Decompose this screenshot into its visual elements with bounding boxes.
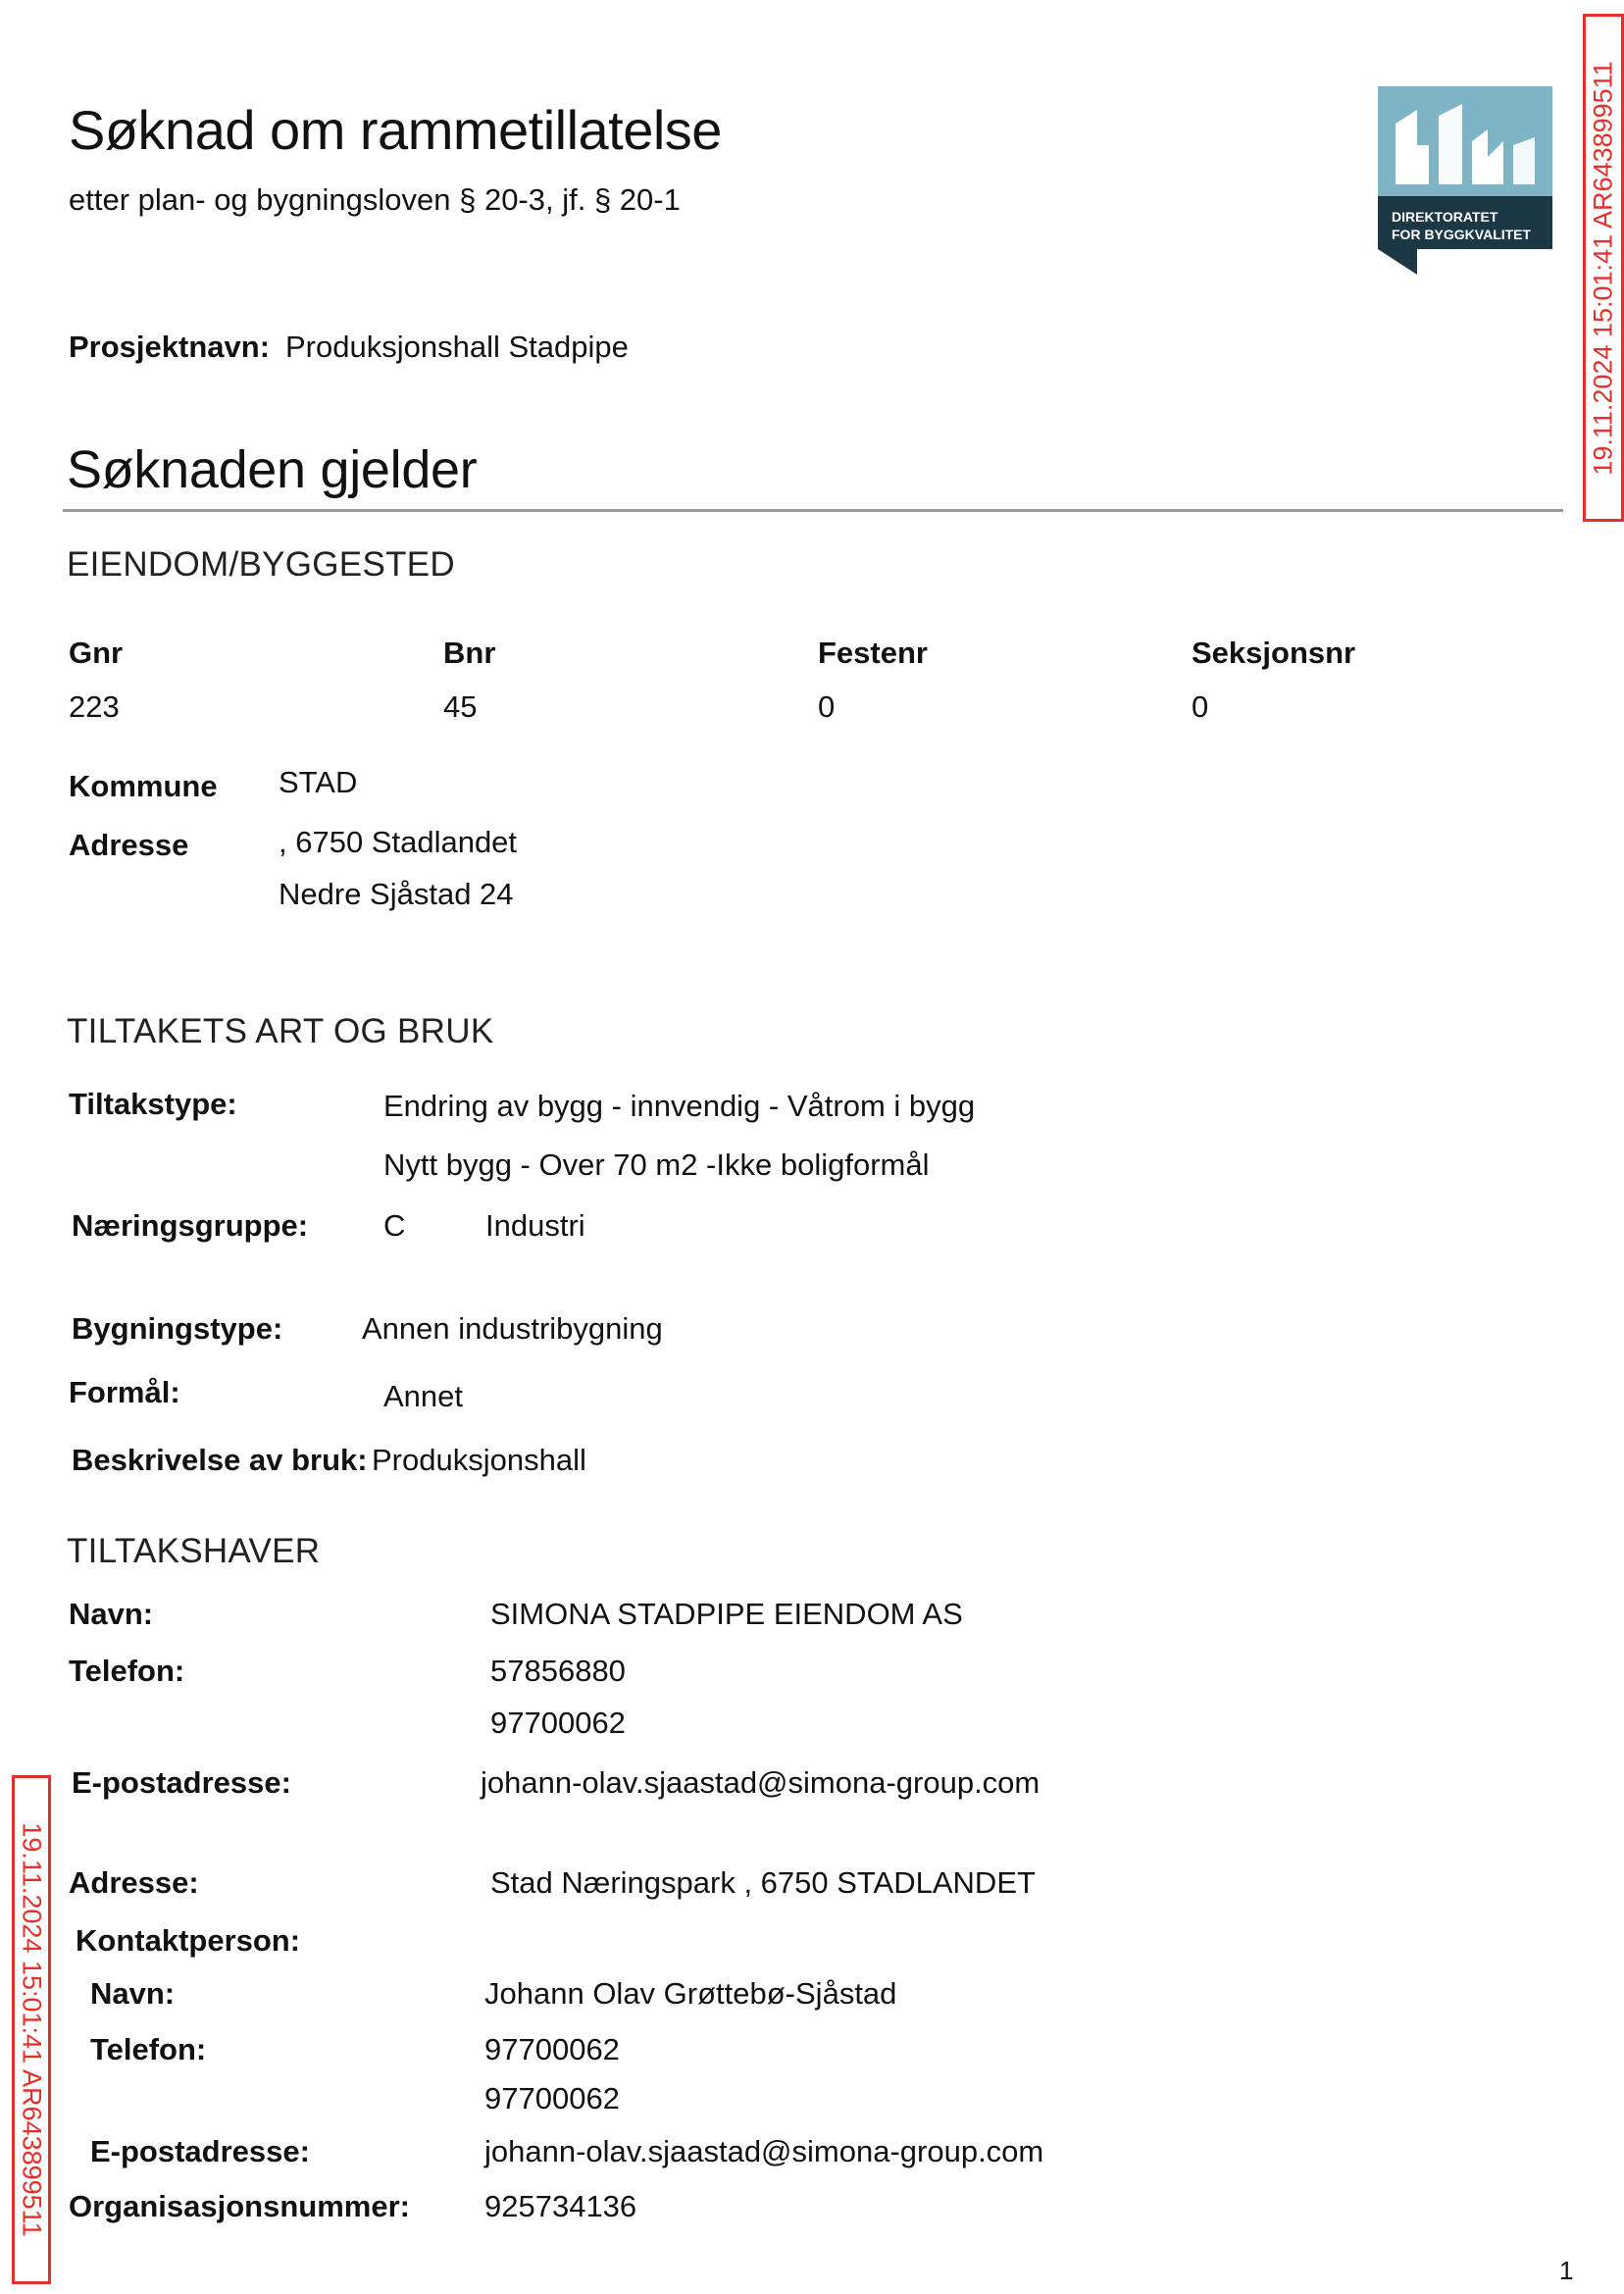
adresse-label: Adresse bbox=[69, 828, 189, 862]
tiltakshaver-navn-value: SIMONA STADPIPE EIENDOM AS bbox=[490, 1597, 963, 1631]
festenr-label: Festenr bbox=[818, 636, 928, 670]
receipt-stamp-top: 19.11.2024 15:01:41 AR643899511 bbox=[1583, 14, 1624, 522]
section-title: Søknaden gjelder bbox=[67, 440, 478, 499]
kontakt-telefon-label: Telefon: bbox=[90, 2032, 207, 2066]
formal-label: Formål: bbox=[69, 1375, 180, 1409]
naeringsgruppe-name: Industri bbox=[485, 1208, 585, 1243]
tiltakstype-value-2: Nytt bygg - Over 70 m2 -Ikke boligformål bbox=[383, 1147, 930, 1182]
kontakt-telefon-2: 97700062 bbox=[484, 2081, 620, 2116]
seksjonsnr-value: 0 bbox=[1192, 689, 1209, 724]
kommune-label: Kommune bbox=[69, 769, 218, 803]
beskrivelse-value: Produksjonshall bbox=[372, 1443, 586, 1477]
tiltakstype-value-1: Endring av bygg - innvendig - Våtrom i bygg bbox=[383, 1089, 976, 1123]
tiltakshaver-epost-label: E-postadresse: bbox=[72, 1765, 291, 1800]
kontakt-navn-value: Johann Olav Grøttebø-Sjåstad bbox=[484, 1976, 897, 2011]
naeringsgruppe-label: Næringsgruppe: bbox=[72, 1208, 309, 1243]
kommune-value: STAD bbox=[279, 765, 358, 799]
bnr-label: Bnr bbox=[443, 636, 496, 670]
tiltakshaver-epost-value: johann-olav.sjaastad@simona-group.com bbox=[481, 1765, 1040, 1800]
tiltakshaver-adresse-label: Adresse: bbox=[69, 1865, 199, 1900]
project-value: Produksjonshall Stadpipe bbox=[285, 330, 629, 364]
tiltakshaver-telefon-1: 57856880 bbox=[490, 1654, 626, 1688]
bygningstype-value: Annen industribygning bbox=[362, 1311, 663, 1346]
tiltakshaver-adresse-value: Stad Næringspark , 6750 STADLANDET bbox=[490, 1865, 1036, 1900]
receipt-stamp-bottom: 19.11.2024 15:01:41 AR643899511 bbox=[12, 1775, 51, 2284]
orgnr-value: 925734136 bbox=[484, 2189, 637, 2223]
naeringsgruppe-code: C bbox=[383, 1208, 406, 1243]
seksjonsnr-label: Seksjonsnr bbox=[1192, 636, 1356, 670]
project-label: Prosjektnavn: bbox=[69, 330, 271, 364]
page-title: Søknad om rammetillatelse bbox=[69, 99, 722, 161]
kontakt-epost-value: johann-olav.sjaastad@simona-group.com bbox=[484, 2134, 1044, 2168]
tiltakstype-label: Tiltakstype: bbox=[69, 1087, 237, 1121]
kontaktperson-label: Kontaktperson: bbox=[76, 1923, 301, 1958]
tiltakshaver-heading: TILTAKSHAVER bbox=[67, 1532, 321, 1570]
logo-text-line1: DIREKTORATET bbox=[1392, 209, 1498, 225]
tiltakshaver-telefon-2: 97700062 bbox=[490, 1706, 626, 1740]
eiendom-heading: EIENDOM/BYGGESTED bbox=[67, 545, 455, 584]
formal-value: Annet bbox=[383, 1379, 464, 1413]
tiltakshaver-navn-label: Navn: bbox=[69, 1597, 154, 1631]
bygningstype-label: Bygningstype: bbox=[72, 1311, 283, 1346]
gnr-label: Gnr bbox=[69, 636, 124, 670]
kontakt-navn-label: Navn: bbox=[90, 1976, 176, 2011]
adresse-line1: , 6750 Stadlandet bbox=[279, 825, 518, 859]
page-number: 1 bbox=[1559, 2256, 1574, 2285]
orgnr-label: Organisasjonsnummer: bbox=[69, 2189, 410, 2223]
tiltakshaver-telefon-label: Telefon: bbox=[69, 1654, 185, 1688]
beskrivelse-label: Beskrivelse av bruk: bbox=[72, 1443, 368, 1477]
dibk-logo bbox=[1378, 86, 1552, 275]
festenr-value: 0 bbox=[818, 689, 836, 724]
page-subtitle: etter plan- og bygningsloven § 20-3, jf. § 20-1 bbox=[69, 182, 681, 217]
kontakt-epost-label: E-postadresse: bbox=[90, 2134, 310, 2168]
adresse-line2: Nedre Sjåstad 24 bbox=[279, 877, 514, 911]
section-divider bbox=[63, 509, 1563, 512]
kontakt-telefon-1: 97700062 bbox=[484, 2032, 620, 2066]
tiltak-heading: TILTAKETS ART OG BRUK bbox=[67, 1012, 494, 1050]
bnr-value: 45 bbox=[443, 689, 478, 724]
gnr-value: 223 bbox=[69, 689, 120, 724]
logo-text-line2: FOR BYGGKVALITET bbox=[1392, 227, 1532, 242]
